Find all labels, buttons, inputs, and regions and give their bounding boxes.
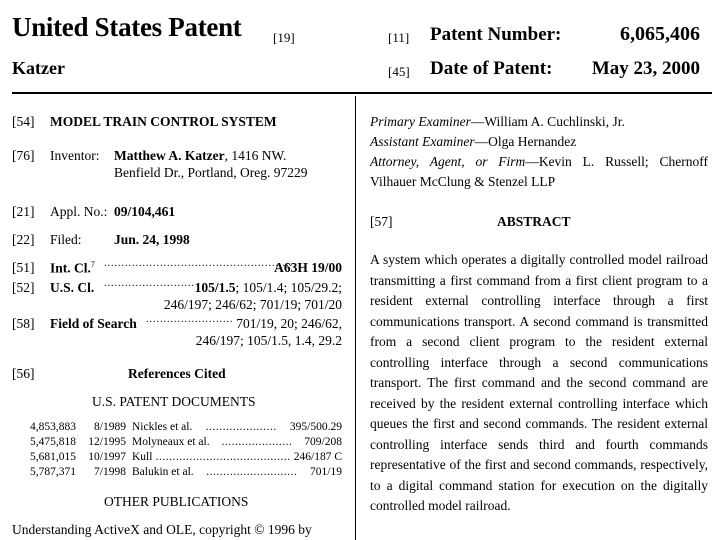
ref-class: 246/187 C xyxy=(293,451,342,463)
inventor-label: Inventor: xyxy=(50,148,100,163)
header-divider xyxy=(12,92,712,94)
reference-row xyxy=(12,420,342,435)
uscl-dots: .......................... xyxy=(104,278,195,289)
inventor-field-code: [76] xyxy=(12,148,35,163)
filed-label: Filed: xyxy=(50,232,82,247)
inventor-address-1: , 1416 NW. xyxy=(224,148,287,163)
ref-date: 7/1998 xyxy=(94,466,126,478)
ref-name: Nickles et al. xyxy=(132,421,193,433)
ref-date: 12/1995 xyxy=(88,436,126,448)
uscl-label: U.S. Cl. xyxy=(50,280,95,295)
attorney-name: —Kevin L. Russell; Chernoff xyxy=(525,154,708,169)
attorney-line-2: Vilhauer McClung & Stenzel LLP xyxy=(370,174,556,189)
other-pubs-title: OTHER PUBLICATIONS xyxy=(104,494,249,509)
uscl-primary: 105/1.5 xyxy=(194,280,236,295)
assistant-examiner-name: —Olga Hernandez xyxy=(474,134,577,149)
abstract-field-code: [57] xyxy=(370,214,393,229)
ref-date: 10/1997 xyxy=(88,451,126,463)
fos-line2: 246/197; 105/1.5, 1.4, 29.2 xyxy=(195,333,342,348)
appl-label: Appl. No.: xyxy=(50,204,108,219)
patent-header-title: United States Patent xyxy=(12,12,242,42)
ref-name: Balukin et al. xyxy=(132,466,194,478)
date-code: [45] xyxy=(388,64,410,79)
appl-field-code: [21] xyxy=(12,204,35,219)
intcl-label-line xyxy=(50,260,95,277)
patent-number: 6,065,406 xyxy=(620,23,700,45)
invention-title: MODEL TRAIN CONTROL SYSTEM xyxy=(50,114,277,129)
reference-row xyxy=(12,450,342,465)
uscl-value xyxy=(195,280,342,296)
ref-name: Kull xyxy=(132,451,153,463)
us-docs-title: U.S. PATENT DOCUMENTS xyxy=(92,394,256,409)
inventor-address-2: Benfield Dr., Portland, Oreg. 97229 xyxy=(114,165,308,180)
attorney-line-1 xyxy=(370,154,708,170)
intcl-dots: ...................................................... xyxy=(104,258,293,269)
primary-examiner-name: —William A. Cuchlinski, Jr. xyxy=(470,114,625,129)
ref-dots: ..................... xyxy=(205,421,277,433)
ref-class: 709/208 xyxy=(304,436,342,448)
ref-number: 4,853,883 xyxy=(30,421,76,433)
other-pubs-cut-line: Understanding ActiveX and OLE, copyright © 1996 by xyxy=(12,522,312,537)
ref-number: 5,787,371 xyxy=(30,466,76,478)
reference-row xyxy=(12,465,342,480)
refs-title: References Cited xyxy=(128,366,226,381)
fos-field-code: [58] xyxy=(12,316,35,331)
ref-name: Molyneaux et al. xyxy=(132,436,210,448)
filed-date: Jun. 24, 1998 xyxy=(114,232,190,247)
fos-dots: ......................... xyxy=(146,314,234,325)
attorney-label: Attorney, Agent, or Firm xyxy=(370,154,526,169)
primary-examiner-label: Primary Examiner xyxy=(370,114,471,129)
intcl-label: Int. Cl. xyxy=(50,260,91,276)
ref-number: 5,475,818 xyxy=(30,436,76,448)
column-divider xyxy=(355,96,356,540)
inventor-short-name: Katzer xyxy=(12,58,65,78)
inventor-line xyxy=(114,148,286,164)
uscl-line2: 246/197; 246/62; 701/19; 701/20 xyxy=(163,297,342,312)
abstract-text: A system which operates a digitally controlled model railroad transmitting a first command from a first client program to a resident external controlling interface through a first communications transport. A second command is transmitted from a second client program to the resident external controlling interface through a second communications transport. The first command and the second command are received by the resident external controlling interface which queues the first and second commands. The resident external controlling interface sends third and fourth commands representative of the first and second commands, respectively, to a digital command station for execution on the digitally controlled model railroad. xyxy=(370,252,708,513)
fos-value: 701/19, 20; 246/62, xyxy=(236,316,342,331)
patent-date: May 23, 2000 xyxy=(591,58,700,79)
appl-number: 09/104,461 xyxy=(114,204,176,219)
ref-dots: ..................... xyxy=(221,436,293,448)
uscl-field-code: [52] xyxy=(12,280,35,295)
reference-list xyxy=(12,420,342,480)
refs-field-code: [56] xyxy=(12,366,35,381)
uscl-rest: ; 105/1.4; 105/29.2; xyxy=(235,280,342,295)
intcl-value: A63H 19/00 xyxy=(274,260,342,275)
filed-field-code: [22] xyxy=(12,232,35,247)
reference-row xyxy=(12,435,342,450)
inventor-name: Matthew A. Katzer xyxy=(114,148,225,163)
assistant-examiner-label: Assistant Examiner xyxy=(370,134,475,149)
patent-number-label: Patent Number: xyxy=(430,24,562,45)
assistant-examiner xyxy=(370,134,576,150)
intcl-sup: 7 xyxy=(90,260,95,269)
ref-class: 395/500.29 xyxy=(289,421,342,433)
date-label: Date of Patent: xyxy=(430,58,553,79)
intcl-field-code: [51] xyxy=(12,260,35,275)
title-field-code: [54] xyxy=(12,114,35,129)
title-code: [19] xyxy=(273,30,295,45)
ref-dots: ........................... xyxy=(206,466,298,478)
abstract-title: ABSTRACT xyxy=(497,214,571,229)
primary-examiner xyxy=(370,114,625,130)
ref-date: 8/1989 xyxy=(94,421,126,433)
fos-label: Field of Search xyxy=(50,316,137,331)
ref-class: 701/19 xyxy=(310,466,342,478)
patent-number-code: [11] xyxy=(388,30,410,45)
ref-dots: ........................................ xyxy=(155,451,291,463)
ref-number: 5,681,015 xyxy=(30,451,76,463)
